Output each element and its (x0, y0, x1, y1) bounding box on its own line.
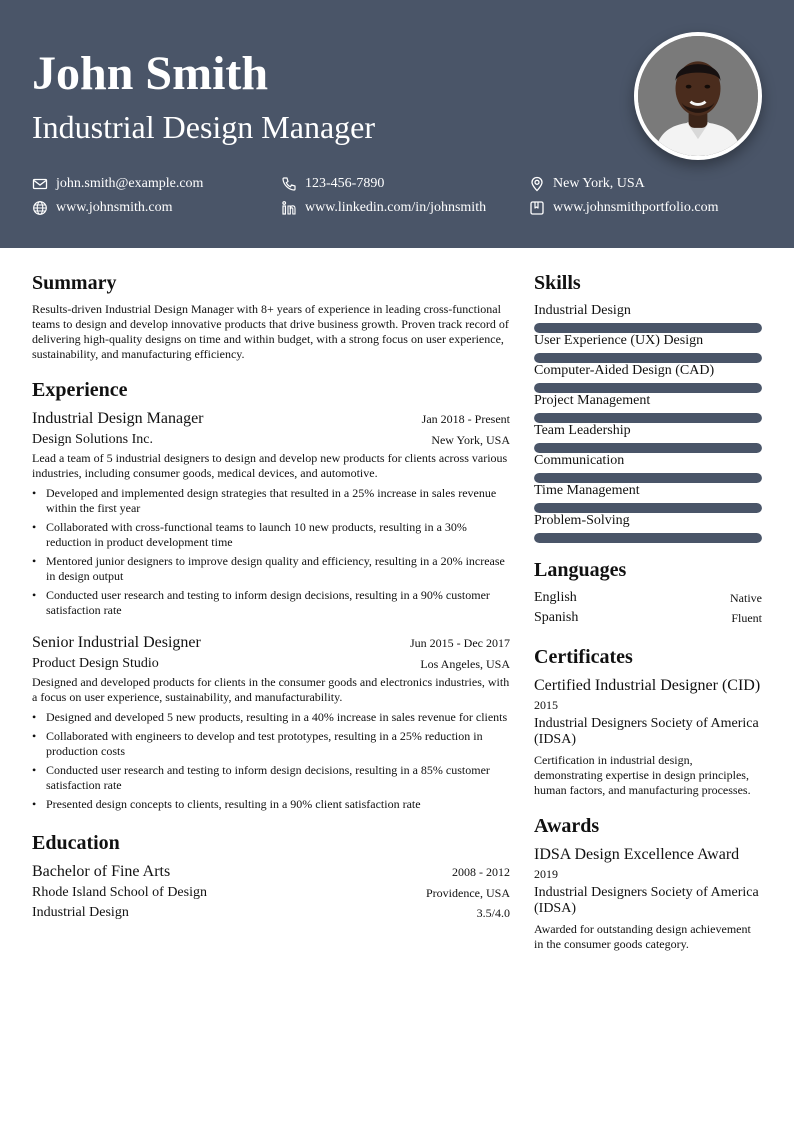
job-bullet: • Collaborated with cross-functional teams to launch 10 new products, resulting in a 30% reduction in product development time (32, 520, 510, 550)
mail-icon (32, 176, 48, 192)
education-school: Rhode Island School of Design (32, 885, 207, 900)
job-bullet: • Developed and implemented design strategies that resulted in a 25% increase in sales revenue within the first year (32, 486, 510, 516)
job-bullet: • Conducted user research and testing to inform design decisions, resulting in a 90% customer satisfaction rate (32, 588, 510, 618)
skill-bar (534, 533, 762, 543)
job-bullet: • Presented design concepts to clients, resulting in a 90% client satisfaction rate (32, 797, 510, 812)
skill-label: User Experience (UX) Design (534, 333, 704, 348)
certificates-heading: Certificates (534, 646, 633, 668)
job-company: Product Design Studio (32, 656, 159, 671)
job-dates: Jan 2018 - Present (421, 412, 510, 426)
education-dates: 2008 - 2012 (452, 865, 510, 879)
contact-portfolio-text: www.johnsmithportfolio.com (553, 200, 719, 215)
language-level: Fluent (731, 611, 762, 625)
summary-heading: Summary (32, 272, 117, 294)
job-company: Design Solutions Inc. (32, 432, 153, 447)
education-heading: Education (32, 832, 120, 854)
award-name: IDSA Design Excellence Award (534, 846, 740, 863)
job-bullet: • Collaborated with engineers to develop and test prototypes, resulting in a 25% reduction in production costs (32, 729, 510, 759)
contact-portfolio[interactable] (529, 199, 719, 217)
experience-heading: Experience (32, 379, 128, 401)
certificate-description: Certification in industrial design, demonstrating expertise in design principles, human factors, and manufacturing processes. (534, 753, 751, 797)
linkedin-icon (281, 200, 297, 216)
job-bullet: • Conducted user research and testing to inform design decisions, resulting in a 85% customer satisfaction rate (32, 763, 510, 793)
contact-location (529, 175, 645, 193)
job-location: New York, USA (431, 433, 510, 447)
contact-linkedin[interactable] (281, 199, 486, 217)
skill-label: Team Leadership (534, 423, 631, 438)
contact-phone-text: 123-456-7890 (305, 176, 385, 191)
portrait-icon (638, 36, 758, 156)
skill-label: Problem-Solving (534, 513, 630, 528)
languages-heading: Languages (534, 559, 627, 581)
contact-email[interactable] (32, 175, 203, 193)
profile-photo (634, 32, 762, 160)
education-location: Providence, USA (426, 886, 510, 900)
contact-email-text: john.smith@example.com (56, 176, 204, 191)
award-issuer: Industrial Designers Society of America (IDSA) (534, 885, 759, 916)
skill-bar-fill (534, 533, 762, 543)
job-title-heading: Industrial Design Manager (32, 109, 376, 145)
job-title: Industrial Design Manager (32, 410, 204, 427)
certificate-year: 2015 (534, 698, 558, 712)
education-degree: Bachelor of Fine Arts (32, 863, 171, 880)
education-field: Industrial Design (32, 905, 129, 920)
resume-header (0, 0, 794, 248)
portfolio-icon (529, 200, 545, 216)
person-name: John Smith (32, 47, 269, 100)
skill-label: Computer-Aided Design (CAD) (534, 363, 715, 378)
job-bullet: • Designed and developed 5 new products, resulting in a 40% increase in sales revenue for clients (32, 710, 510, 725)
certificate-name: Certified Industrial Designer (CID) (534, 677, 761, 694)
awards-heading: Awards (534, 815, 600, 837)
job-description: Designed and developed products for clients in the consumer goods and electronics industries, with a focus on user experience, sustainability, and manufacturability. (32, 675, 510, 704)
skill-label: Time Management (534, 483, 640, 498)
contact-website-text: www.johnsmith.com (56, 200, 173, 215)
contact-website[interactable] (32, 199, 173, 217)
language-name: Spanish (534, 610, 579, 625)
education-gpa: 3.5/4.0 (476, 906, 510, 920)
job-location: Los Angeles, USA (420, 657, 510, 671)
certificate-issuer: Industrial Designers Society of America (IDSA) (534, 716, 759, 747)
globe-icon (32, 200, 48, 216)
award-description: Awarded for outstanding design achievement in the consumer goods category. (534, 922, 751, 951)
award-year: 2019 (534, 867, 558, 881)
language-name: English (534, 590, 577, 605)
job-dates: Jun 2015 - Dec 2017 (410, 636, 510, 650)
job-title: Senior Industrial Designer (32, 634, 201, 651)
location-icon (529, 176, 545, 192)
contact-linkedin-text: www.linkedin.com/in/johnsmith (305, 200, 487, 215)
language-level: Native (730, 591, 762, 605)
job-bullet: • Mentored junior designers to improve design quality and efficiency, resulting in a 20% increase in design output (32, 554, 510, 584)
job-description: Lead a team of 5 industrial designers to design and develop new products for clients across various industries, including consumer goods, medical devices, and automotive. (32, 451, 508, 480)
skill-label: Industrial Design (534, 303, 631, 318)
summary-text: Results-driven Industrial Design Manager with 8+ years of experience in leading cross-functional teams to design and develop innovative products that drive business growth. Proven track record of delivering high-quality designs on time and within budget, with a strong focus on user experience, sustainability, and manufacturing efficiency. (32, 302, 509, 361)
contact-location-text: New York, USA (553, 176, 645, 191)
skills-heading: Skills (534, 272, 581, 294)
phone-icon (281, 176, 297, 192)
contact-phone[interactable] (281, 175, 384, 193)
skill-label: Communication (534, 453, 625, 468)
skill-label: Project Management (534, 393, 651, 408)
